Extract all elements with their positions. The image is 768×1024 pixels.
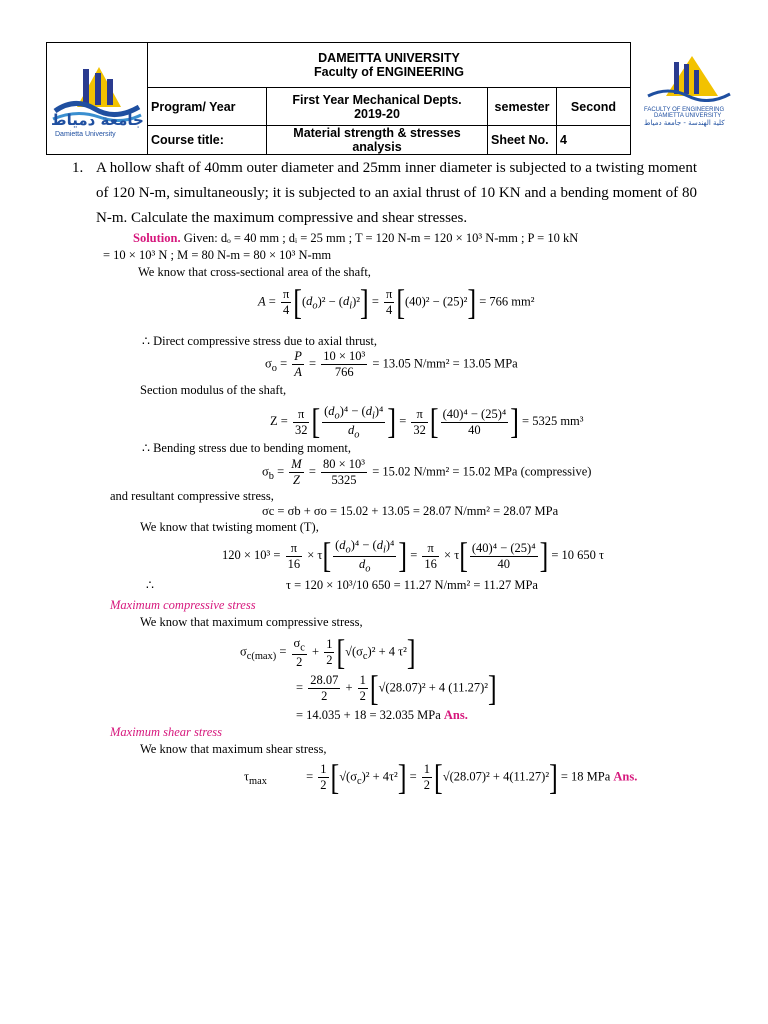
resultant-equation: σc = σb + σo = 15.02 + 13.05 = 28.07 N/mm² = 28.07 MPa (262, 504, 559, 518)
max-compressive-result-line (296, 708, 468, 722)
logo-arabic-text: جامعة دمياط (51, 110, 144, 129)
question-text: A hollow shaft of 40mm outer diameter and 25mm inner diameter is subjected to a twisting moment of 120 N-m, simultaneously; it is subjected to an axial thrust of 10 KN and a bending moment of 80 N-m. Calculate the maximum compressive and shear stresses. (96, 160, 697, 226)
max-shear-result: = 18 MPa (560, 769, 611, 784)
max-shear-equation: $\tau_{max}$ = $\frac{1}{2}$ $[√(\sigma_c)^2 + 4\tau^2]$ = $\frac{1}{2}$ [√(28.07)² + 4(11.27)²] = 18 MPa Ans. (244, 756, 638, 798)
faculty-logo-en1: FACULTY OF ENGINEERING (644, 107, 725, 113)
faculty-logo-ar: كلية الهندسة - جامعة دمياط (644, 119, 725, 127)
semester-value: Second (557, 88, 631, 126)
area-equation: A = $\frac{\pi}{4}$ $[(d_o)^2 - (d_i)^2]$ = $\frac{\pi}{4}$ [(40)² − (25)²] = 766 mm² (258, 281, 535, 323)
bending-intro: ∴ Bending stress due to bending moment, (142, 441, 351, 455)
given-text-2: = 10 × 10³ N ; M = 80 N-m = 80 × 10³ N-mm (103, 248, 332, 262)
modulus-result: = 5325 mm³ (522, 413, 584, 428)
twist-equation: 120 × 10³ = $\frac{\pi}{16}$ × τ[ $\frac{(d_o)^4 - (d_i)^4}{d_o}$ ] = $\frac{\pi}{16}$ × τ[ $\frac{\text{(40)⁴ − (25)⁴}}{40}$ ] = 10 650 τ (222, 535, 605, 576)
twist-result: = 10 650 τ (551, 547, 605, 562)
year-value: 2019-20 (354, 106, 400, 121)
program-value: First Year Mechanical Depts. (292, 92, 462, 107)
university-name: DAMEITTA UNIVERSITY (318, 51, 460, 65)
direct-intro: ∴ Direct compressive stress due to axial thrust, (142, 334, 377, 348)
solution-given-line (133, 231, 578, 245)
therefore-sign: ∴ (146, 578, 154, 592)
faculty-logo-icon (644, 52, 732, 102)
answer-label-2: Ans. (613, 769, 638, 784)
course-label: Course title: (148, 126, 267, 155)
max-compressive-equation-2: = $\frac{28.07}{2}$ + $\frac{1}{2}$ [√(28.07)² + 4 (11.27)²] (296, 667, 497, 709)
course-value: Material strength & stresses analysis (267, 126, 488, 155)
max-shear-intro: We know that maximum shear stress, (140, 742, 327, 756)
question-number: 1. (72, 160, 84, 176)
university-logo-cell (47, 43, 148, 155)
twist-intro: We know that twisting moment (T), (140, 520, 319, 534)
answer-label-1: Ans. (443, 708, 468, 722)
direct-equation: $\sigma_o$ = $\frac{P}{A}$ = $\frac{\text{10 × 10³}}{766}$ = 13.05 N/mm² = 13.05 MPa (265, 349, 518, 379)
direct-result: = 13.05 N/mm² = 13.05 MPa (372, 356, 518, 371)
max-compressive-heading: Maximum compressive stress (110, 598, 256, 612)
tau-equation: τ = 120 × 10³/10 650 = 11.27 N/mm² = 11.27 MPa (286, 578, 538, 592)
given-text-1: Given: dₒ = 40 mm ; dᵢ = 25 mm ; T = 120 N-m = 120 × 10³ N-mm ; P = 10 kN (183, 231, 579, 245)
max-compressive-result: = 14.035 + 18 = 32.035 MPa (296, 708, 441, 722)
faculty-logo-en2: DAMIETTA UNIVERSITY (654, 113, 722, 119)
university-title-cell (148, 43, 631, 88)
faculty-name: Faculty of ENGINEERING (313, 65, 465, 79)
sheet-label: Sheet No. (488, 126, 557, 155)
solution-label: Solution. (133, 231, 181, 245)
logo-english-text: Damietta University (55, 130, 116, 138)
area-result: = 766 mm² (479, 294, 535, 309)
max-compressive-equation-1: $\sigma_{c(max)}$ = $\frac{\sigma_c}{2}$ + $\frac{1}{2}$ [$√(\sigma_c)^2 + 4$ τ²] (240, 631, 416, 673)
program-label: Program/ Year (148, 88, 267, 126)
sheet-header (46, 42, 631, 155)
bending-equation: $\sigma_b$ = $\frac{M}{Z}$ = $\frac{\text{80 × 10³}}{5325}$ = 15.02 N/mm² = 15.02 MPa (compressive) (262, 457, 592, 487)
bending-result: = 15.02 N/mm² = 15.02 MPa (compressive) (372, 464, 592, 479)
faculty-logo (644, 52, 732, 140)
area-intro: We know that cross-sectional area of the shaft, (138, 265, 371, 279)
semester-label: semester (488, 88, 557, 126)
program-value-cell (267, 88, 488, 126)
resultant-intro: and resultant compressive stress, (110, 489, 274, 503)
modulus-intro: Section modulus of the shaft, (140, 383, 287, 397)
max-compressive-intro: We know that maximum compressive stress, (140, 615, 363, 629)
max-shear-heading: Maximum shear stress (110, 725, 223, 739)
damietta-university-logo (47, 49, 147, 149)
question-block (72, 156, 697, 231)
sheet-value: 4 (557, 126, 631, 155)
modulus-equation: Z = $\frac{\pi}{32}$ [ $\frac{(d_o)^4 - (d_i)^4}{d_o}$ ] = $\frac{\pi}{32}$ [ $\frac{\text{(40)⁴ − (25)⁴}}{40}$ ] = 5325 mm³ (270, 401, 584, 442)
